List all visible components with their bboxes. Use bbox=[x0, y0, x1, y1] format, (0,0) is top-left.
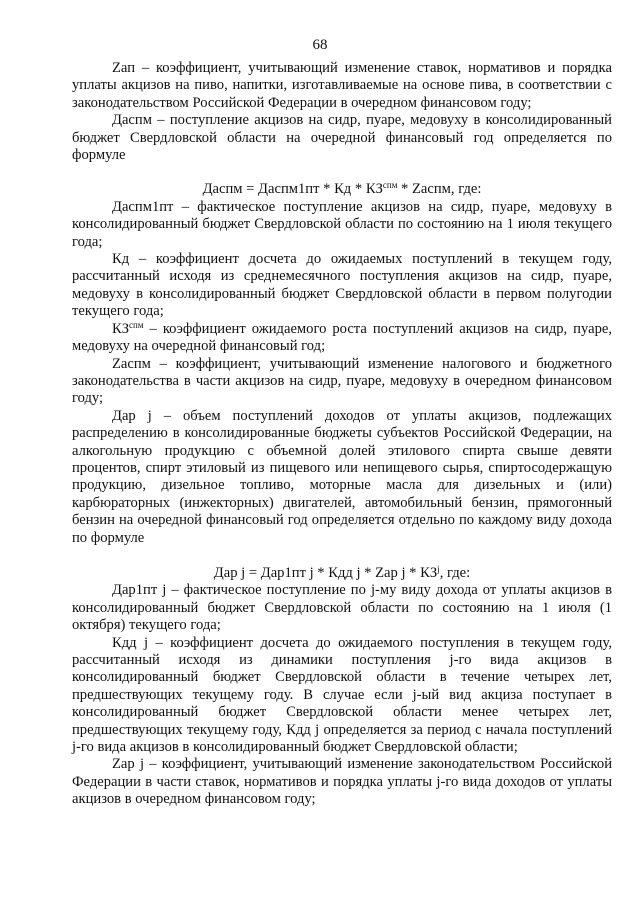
paragraph-daspm1pt: Даспм1пт – фактическое поступление акцизов на сидр, пуаре, медовуху в консолидированный бюджет Свердловской области по состоянию на 1 июля текущего года; bbox=[72, 198, 612, 250]
formula-daspm bbox=[72, 181, 612, 198]
document-body bbox=[72, 60, 612, 809]
kz-spm-sup: спм bbox=[129, 319, 144, 330]
paragraph-kz-spm bbox=[72, 321, 612, 356]
paragraph-dar-j: Дар j – объем поступлений доходов от уплаты акцизов, подлежащих распределению в консолидированные бюджеты субъектов Российской Федерации, на алкогольную продукцию с объемной долей этилового спирта свыше девяти процентов, спирт этиловый из пищевого или непищевого сырья, спиртосодержащую продукцию, дизельное топливо, моторные масла для дизельных и (или) карбюраторных (инжекторных) двигателей, автомобильный бензин, прямогонный бензин на очередной финансовый год определяется отдельно по каждому виду дохода по формуле bbox=[72, 407, 612, 546]
formula-dar-j-sup: j bbox=[437, 563, 440, 574]
spacer bbox=[72, 547, 612, 565]
formula-dar-j-main: Дар j = Дар1пт j * Кдд j * Zар j * КЗ bbox=[213, 564, 438, 581]
paragraph-dar1pt-j: Дар1пт j – фактическое поступление по j-му виду дохода от уплаты акцизов в консолидированный бюджет Свердловской области по состоянию на 1 июля (1 октября) текущего года; bbox=[72, 582, 612, 634]
kz-spm-name: КЗ bbox=[112, 320, 130, 337]
formula-daspm-tail: * Zаспм, где: bbox=[397, 181, 482, 198]
paragraph-zaspm: Zаспм – коэффициент, учитывающий изменение налогового и бюджетного законодательства в части акцизов на сидр, пуаре, медовуху в очередном финансовом году; bbox=[72, 355, 612, 407]
paragraph-kdd-j: Кдд j – коэффициент досчета до ожидаемого поступления в текущем году, рассчитанный исходя из динамики поступления j-го вида акцизов в консолидированный бюджет Свердловской области в течение четырех лет, предшествующих текущему году. В случае если j-ый вид акциза поступает в консолидированный бюджет Свердловской области менее четырех лет, предшествующих текущему году, Кдд j определяется за период с начала поступлений j-го вида акцизов в консолидированный бюджет Свердловской области; bbox=[72, 634, 612, 756]
paragraph-zap-j: Zар j – коэффициент, учитывающий изменение законодательством Российской Федерации в части ставок, нормативов и порядка уплаты j-го вида доходов от уплаты акцизов в очередном финансовом году; bbox=[72, 756, 612, 808]
page-number: 68 bbox=[312, 37, 328, 53]
formula-daspm-main: Даспм = Даспм1пт * Кд * КЗ bbox=[202, 181, 383, 198]
formula-dar-j bbox=[72, 565, 612, 582]
formula-dar-j-tail: , где: bbox=[439, 564, 471, 581]
paragraph-kd: Кд – коэффициент досчета до ожидаемых поступлений в текущем году, рассчитанный исходя из среднемесячного поступления акцизов на сидр, пуаре, медовуху в консолидированный бюджет Свердловской области в первом полугодии текущего года; bbox=[72, 251, 612, 320]
spacer bbox=[72, 164, 612, 181]
formula-daspm-sup: спм bbox=[382, 180, 398, 191]
kz-spm-text: – коэффициент ожидаемого роста поступлений акцизов на сидр, пуаре, медовуху на очередной финансовый год; bbox=[72, 320, 612, 355]
paragraph-zap: Zап – коэффициент, учитывающий изменение ставок, нормативов и порядка уплаты акцизов на пиво, напитки, изготавливаемые на основе пива, в соответствии с законодательством Российской Федерации в очередном финансовом году; bbox=[72, 60, 612, 111]
paragraph-daspm-intro: Даспм – поступление акцизов на сидр, пуаре, медовуху в консолидированный бюджет Свердловской области на очередной финансовый год определяется по формуле bbox=[72, 112, 612, 164]
